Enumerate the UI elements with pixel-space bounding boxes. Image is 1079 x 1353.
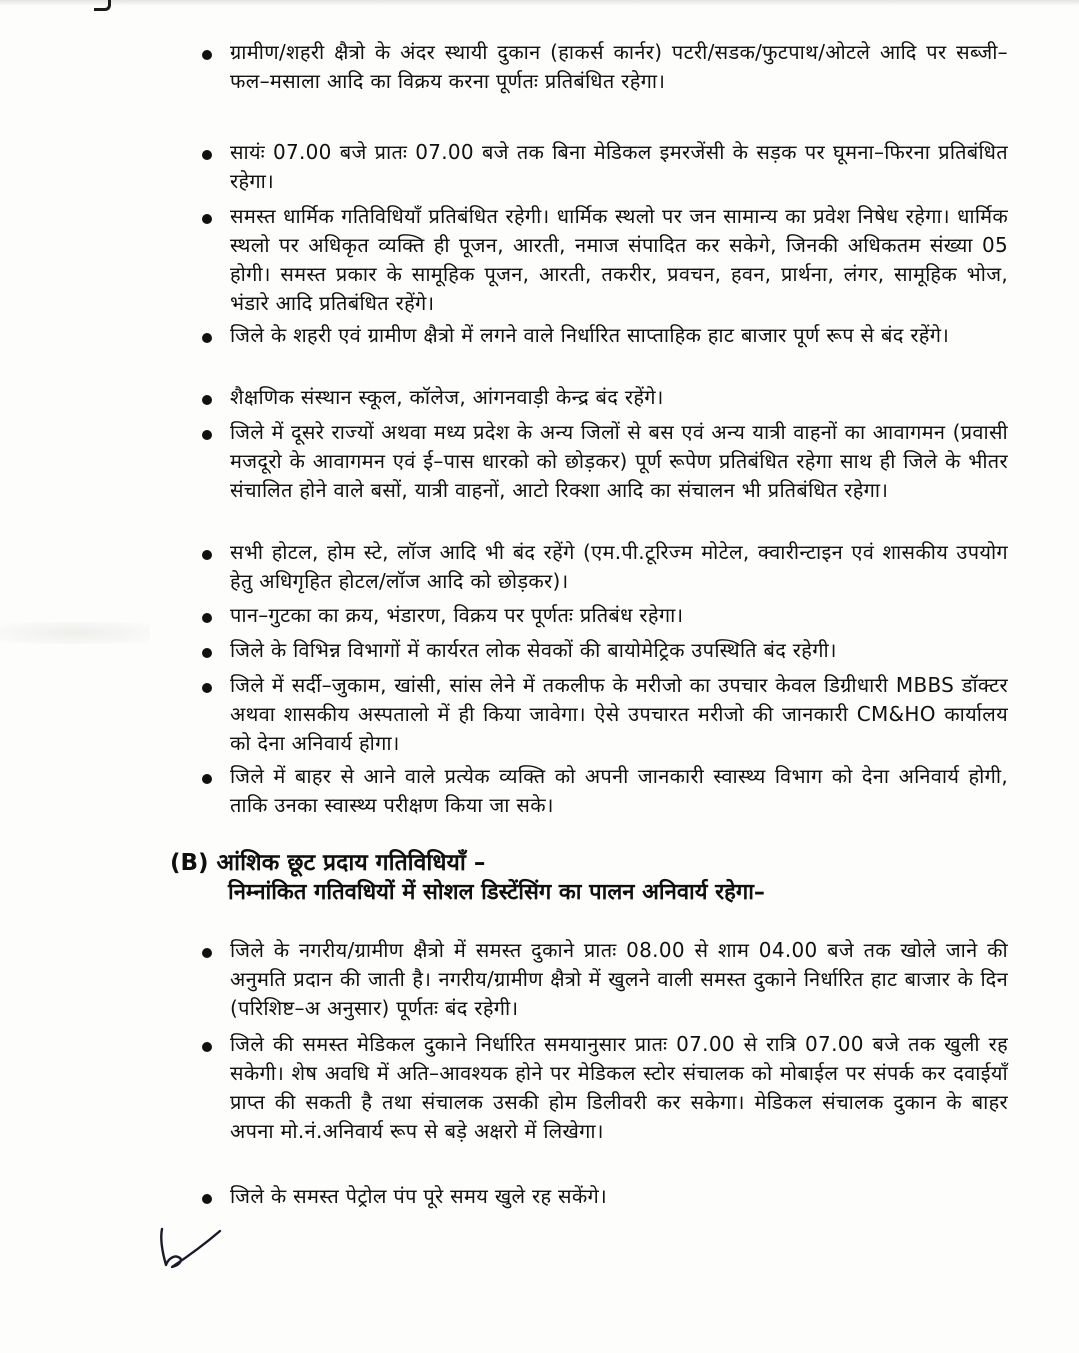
corner-pen-mark xyxy=(94,0,111,11)
handwritten-initial-signature xyxy=(150,1215,230,1275)
list-item xyxy=(200,636,1008,665)
section-b-heading xyxy=(170,848,1010,908)
list-item xyxy=(200,138,1008,196)
list-item xyxy=(200,1182,1008,1211)
list-item xyxy=(200,202,1008,318)
bullet-icon xyxy=(202,150,212,160)
list-item-text: जिले में बाहर से आने वाले प्रत्येक व्यक्ति को अपनी जानकारी स्वास्थ्य विभाग को देना अनिवार्य होगी, ताकि उनका स्वास्थ्य परीक्षण किया जा सके। xyxy=(230,764,1008,817)
list-item-text: जिले के नगरीय/ग्रामीण क्षैत्रो में समस्त दुकाने प्रातः 08.00 से शाम 04.00 बजे तक खोले जाने की अनुमति प्रदान की जाती है। नगरीय/ग्रामीण क्षैत्रो में खुलने वाली समस्त दुकाने निर्धारित हाट बाजार के दिन (परिशिष्ट–अ अनुसार) पूर्णतः बंद रहेगी। xyxy=(230,938,1008,1020)
bullet-icon xyxy=(202,613,212,623)
list-item xyxy=(200,1030,1008,1146)
list-item xyxy=(200,671,1008,758)
bullet-icon xyxy=(202,333,212,343)
list-item-text: जिले के समस्त पेट्रोल पंप पूरे समय खुले रह सकेंगे। xyxy=(230,1184,607,1208)
list-item-text: जिले में दूसरे राज्यों अथवा मध्य प्रदेश के अन्य जिलों से बस एवं अन्य यात्री वाहनों का आवागमन (प्रवासी मजदूरो के आवागमन एवं ई–पास धारको को छोड़कर) पूर्ण रूपेण प्रतिबंधित रहेगा साथ ही जिले के भीतर संचालित होने वाले बसों, यात्री वाहनों, आटो रिक्शा आदि का संचालन भी प्रतिबंधित रहेगा। xyxy=(230,420,1008,502)
section-b-subtitle: निम्नांकित गतिवधियों में सोशल डिस्टेंसिंग का पालन अनिवार्य रहेगा– xyxy=(228,880,765,905)
bullet-icon xyxy=(202,648,212,658)
list-item xyxy=(200,936,1008,1023)
list-item-text: सभी होटल, होम स्टे, लॉज आदि भी बंद रहेंगे (एम.पी.टूरिज्म मोटेल, क्वारीन्टाइन एवं शासकीय उपयोग हेतु अधिगृहित होटल/लॉज आदि को छोड़कर)। xyxy=(230,540,1008,593)
list-item xyxy=(200,383,1008,412)
list-item xyxy=(200,762,1008,820)
bullet-icon xyxy=(202,550,212,560)
list-item-text: सायंः 07.00 बजे प्रातः 07.00 बजे तक बिना मेडिकल इमरजेंसी के सड़क पर घूमना–फिरना प्रतिबंधित रहेगा। xyxy=(230,140,1008,193)
list-item xyxy=(200,321,1008,350)
list-item-text: जिले के शहरी एवं ग्रामीण क्षैत्रो में लगने वाले निर्धारित साप्ताहिक हाट बाजार पूर्ण रूप से बंद रहेंगे। xyxy=(230,323,950,347)
list-item-text: शैक्षणिक संस्थान स्कूल, कॉलेज, आंगनवाड़ी केन्द्र बंद रहेंगे। xyxy=(230,385,664,409)
list-item-text: पान–गुटका का क्रय, भंडारण, विक्रय पर पूर्णतः प्रतिबंध रहेगा। xyxy=(230,603,684,627)
bullet-icon xyxy=(202,774,212,784)
list-item xyxy=(200,38,1008,96)
bullet-icon xyxy=(202,430,212,440)
list-item xyxy=(200,538,1008,596)
list-item xyxy=(200,418,1008,505)
list-item-text: ग्रामीण/शहरी क्षैत्रो के अंदर स्थायी दुकान (हाकर्स कार्नर) पटरी/सडक/फुटपाथ/ओटले आदि पर सब्जी–फल–मसाला आदि का विक्रय करना पूर्णतः प्रतिबंधित रहेगा। xyxy=(230,40,1008,93)
list-item-text: जिले में सर्दी–जुकाम, खांसी, सांस लेने में तकलीफ के मरीजो का उपचार केवल डिग्रीधारी MBBS डॉक्टर अथवा शासकीय अस्पतालो में ही किया जावेगा। ऐसे उपचारत मरीजो की जानकारी CM&HO कार्यालय को देना अनिवार्य होगा। xyxy=(230,673,1008,755)
bullet-icon xyxy=(202,1194,212,1204)
list-item-text: जिले के विभिन्न विभागों में कार्यरत लोक सेवकों की बायोमेट्रिक उपस्थिति बंद रहेगी। xyxy=(230,638,837,662)
bullet-icon xyxy=(202,50,212,60)
bullet-icon xyxy=(202,214,212,224)
list-item-text: जिले की समस्त मेडिकल दुकाने निर्धारित समयानुसार प्रातः 07.00 से रात्रि 07.00 बजे तक खुली रह सकेगी। शेष अवधि में अति–आवश्यक होने पर मेडिकल स्टोर संचालक को मोबाईल पर संपर्क कर दवाईयाँ प्राप्त की सकती है तथा संचालक उसकी होम डिलीवरी कर सकेगा। मेडिकल संचालक दुकान के बाहर अपना मो.नं.अनिवार्य रूप से बड़े अक्षरो में लिखेगा। xyxy=(230,1032,1008,1143)
section-b-title: (B) आंशिक छूट प्रदाय गतिविधियाँ – xyxy=(170,850,486,876)
list-item xyxy=(200,601,1008,630)
bullet-icon xyxy=(202,395,212,405)
bullet-icon xyxy=(202,1042,212,1052)
page-edge-shadow xyxy=(0,0,1079,6)
list-item-text: समस्त धार्मिक गतिविधियाँ प्रतिबंधित रहेगी। धार्मिक स्थलो पर जन सामान्य का प्रवेश निषेध रहेगा। धार्मिक स्थलो पर अधिकृत व्यक्ति ही पूजन, आरती, नमाज संपादित कर सकेगे, जिनकी अधिकतम संख्या 05 होगी। समस्त प्रकार के सामूहिक पूजन, आरती, तकरीर, प्रवचन, हवन, प्रार्थना, लंगर, सामूहिक भोज, भंडारे आदि प्रतिबंधित रहेंगे। xyxy=(230,204,1008,315)
bullet-icon xyxy=(202,683,212,693)
bullet-icon xyxy=(202,948,212,958)
paper-smudge xyxy=(0,622,150,644)
